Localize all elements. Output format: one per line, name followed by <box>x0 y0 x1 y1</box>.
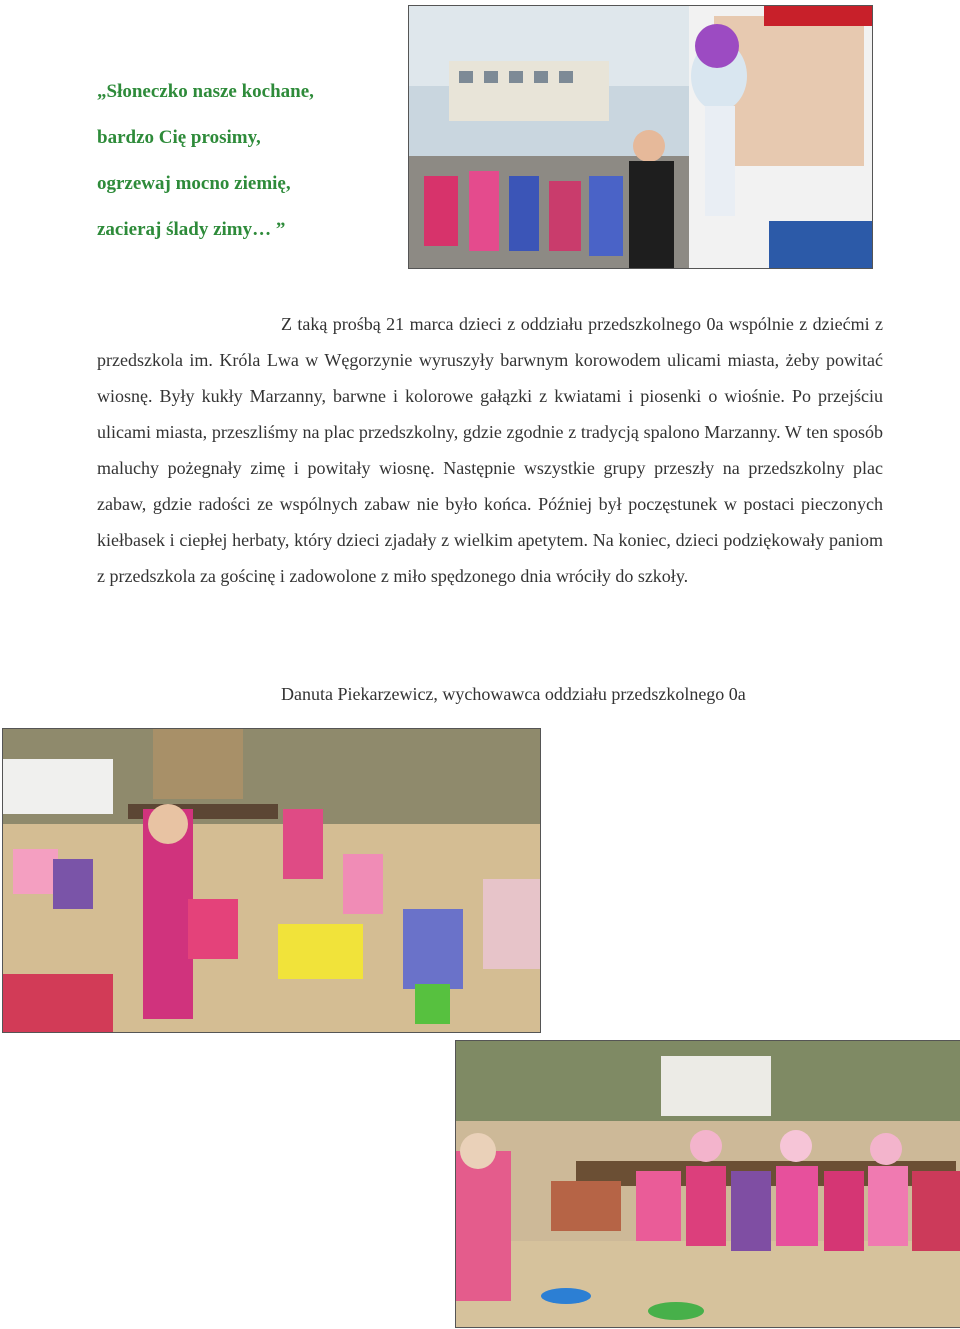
photo-sandbox <box>2 728 541 1033</box>
poem-line: ogrzewaj mocno ziemię, <box>97 173 291 194</box>
poem-line: bardzo Cię prosimy, <box>97 127 261 148</box>
photo-procession-image <box>409 6 872 268</box>
photo-snack <box>455 1040 960 1328</box>
article-text: Z taką prośbą 21 marca dzieci z oddziału przedszkolnego 0a wspólnie z dziećmi z przedszkola im. Króla Lwa w Węgorzynie wyruszyły barwnym korowodem ulicami miasta, żeby powitać wiosnę. Były kukły Marzanny, barwne i kolorowe gałązki z kwiatami i piosenki o wiośnie. Po przejściu ulicami miasta, przeszliśmy na plac przedszkolny, gdzie zgodnie z tradycją spalono Marzanny. W ten sposób maluchy pożegnały zimę i powitały wiosnę. Następnie wszystkie grupy przeszły na przedszkolny plac zabaw, gdzie radości ze wspólnych zabaw nie było końca. Później był poczęstunek w postaci pieczonych kiełbasek i ciepłej herbaty, który dzieci zjadały z wielkim apetytem. Na koniec, dzieci podziękowały paniom z przedszkola za gościnę i zadowolone z miło spędzonego dnia wróciły do szkoły. <box>97 314 883 586</box>
photo-snack-image <box>456 1041 960 1327</box>
photo-sandbox-image <box>3 729 540 1032</box>
poem-line: zacieraj ślady zimy… ” <box>97 219 286 240</box>
signature: Danuta Piekarzewicz, wychowawca oddziału przedszkolnego 0a <box>281 684 746 704</box>
photo-procession <box>408 5 873 269</box>
poem-line: „Słoneczko nasze kochane, <box>97 81 314 102</box>
poem <box>97 80 397 264</box>
